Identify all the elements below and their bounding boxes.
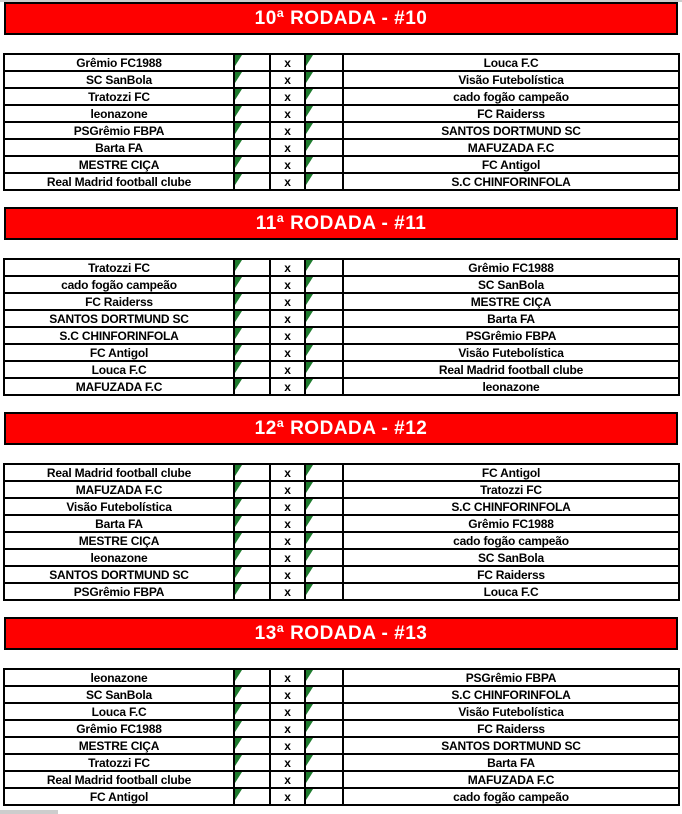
vs-cell: x bbox=[270, 259, 305, 276]
corner-marker-icon bbox=[306, 345, 313, 356]
home-score-cell[interactable] bbox=[234, 566, 270, 583]
corner-marker-icon bbox=[306, 294, 313, 305]
corner-marker-icon bbox=[306, 157, 313, 168]
home-score-cell[interactable] bbox=[234, 720, 270, 737]
home-team-cell: Grêmio FC1988 bbox=[4, 54, 234, 71]
vs-cell: x bbox=[270, 122, 305, 139]
away-score-cell[interactable] bbox=[305, 71, 343, 88]
home-team-cell: FC Antigol bbox=[4, 344, 234, 361]
vs-cell: x bbox=[270, 737, 305, 754]
fixtures-table bbox=[3, 53, 680, 191]
home-score-cell[interactable] bbox=[234, 788, 270, 805]
away-score-cell[interactable] bbox=[305, 259, 343, 276]
home-score-cell[interactable] bbox=[234, 771, 270, 788]
vs-cell: x bbox=[270, 464, 305, 481]
vs-cell: x bbox=[270, 703, 305, 720]
corner-marker-icon bbox=[235, 328, 242, 339]
away-score-cell[interactable] bbox=[305, 771, 343, 788]
away-team-cell: MESTRE CIÇA bbox=[343, 293, 679, 310]
home-team-cell: Tratozzi FC bbox=[4, 754, 234, 771]
vs-cell: x bbox=[270, 566, 305, 583]
corner-marker-icon bbox=[235, 123, 242, 134]
home-score-cell[interactable] bbox=[234, 686, 270, 703]
home-team-cell: Real Madrid football clube bbox=[4, 173, 234, 190]
away-team-cell: Visão Futebolística bbox=[343, 703, 679, 720]
corner-marker-icon bbox=[306, 687, 313, 698]
corner-marker-icon bbox=[306, 584, 313, 595]
away-team-cell: Louca F.C bbox=[343, 583, 679, 600]
corner-marker-icon bbox=[306, 465, 313, 476]
away-score-cell[interactable] bbox=[305, 344, 343, 361]
away-team-cell: MAFUZADA F.C bbox=[343, 139, 679, 156]
match-row bbox=[4, 669, 679, 686]
corner-marker-icon bbox=[235, 567, 242, 578]
match-row bbox=[4, 566, 679, 583]
away-score-cell[interactable] bbox=[305, 156, 343, 173]
away-team-cell: S.C CHINFORINFOLA bbox=[343, 498, 679, 515]
away-team-cell: Grêmio FC1988 bbox=[343, 515, 679, 532]
away-score-cell[interactable] bbox=[305, 293, 343, 310]
away-team-cell: FC Raiderss bbox=[343, 566, 679, 583]
home-team-cell: MESTRE CIÇA bbox=[4, 532, 234, 549]
away-team-cell: Barta FA bbox=[343, 310, 679, 327]
vs-cell: x bbox=[270, 669, 305, 686]
vs-cell: x bbox=[270, 54, 305, 71]
match-row bbox=[4, 686, 679, 703]
corner-marker-icon bbox=[306, 721, 313, 732]
corner-marker-icon bbox=[235, 89, 242, 100]
corner-marker-icon bbox=[306, 704, 313, 715]
match-row bbox=[4, 532, 679, 549]
match-row bbox=[4, 549, 679, 566]
corner-marker-icon bbox=[306, 550, 313, 561]
corner-marker-icon bbox=[235, 140, 242, 151]
corner-marker-icon bbox=[235, 789, 242, 800]
home-score-cell[interactable] bbox=[234, 378, 270, 395]
corner-marker-icon bbox=[235, 687, 242, 698]
vs-cell: x bbox=[270, 293, 305, 310]
away-score-cell[interactable] bbox=[305, 105, 343, 122]
away-score-cell[interactable] bbox=[305, 464, 343, 481]
away-team-cell: S.C CHINFORINFOLA bbox=[343, 686, 679, 703]
away-team-cell: FC Raiderss bbox=[343, 105, 679, 122]
away-score-cell[interactable] bbox=[305, 686, 343, 703]
home-team-cell: PSGrêmio FBPA bbox=[4, 583, 234, 600]
round-section bbox=[0, 2, 682, 191]
home-score-cell[interactable] bbox=[234, 293, 270, 310]
match-row bbox=[4, 259, 679, 276]
vs-cell: x bbox=[270, 361, 305, 378]
home-team-cell: SANTOS DORTMUND SC bbox=[4, 566, 234, 583]
vs-cell: x bbox=[270, 686, 305, 703]
home-team-cell: FC Raiderss bbox=[4, 293, 234, 310]
round-header-banner bbox=[4, 412, 678, 445]
home-team-cell: cado fogão campeão bbox=[4, 276, 234, 293]
home-score-cell[interactable] bbox=[234, 583, 270, 600]
home-team-cell: Barta FA bbox=[4, 515, 234, 532]
corner-marker-icon bbox=[306, 482, 313, 493]
corner-marker-icon bbox=[306, 140, 313, 151]
away-score-cell[interactable] bbox=[305, 54, 343, 71]
home-team-cell: FC Antigol bbox=[4, 788, 234, 805]
corner-marker-icon bbox=[306, 260, 313, 271]
fixtures-table bbox=[3, 258, 680, 396]
home-score-cell[interactable] bbox=[234, 276, 270, 293]
home-score-cell[interactable] bbox=[234, 259, 270, 276]
spreadsheet-edge-remnant bbox=[0, 810, 58, 814]
fixtures-table bbox=[3, 463, 680, 601]
away-score-cell[interactable] bbox=[305, 88, 343, 105]
corner-marker-icon bbox=[235, 670, 242, 681]
home-score-cell[interactable] bbox=[234, 122, 270, 139]
away-score-cell[interactable] bbox=[305, 481, 343, 498]
match-row bbox=[4, 498, 679, 515]
corner-marker-icon bbox=[306, 328, 313, 339]
away-team-cell: Grêmio FC1988 bbox=[343, 259, 679, 276]
vs-cell: x bbox=[270, 720, 305, 737]
home-team-cell: Tratozzi FC bbox=[4, 88, 234, 105]
vs-cell: x bbox=[270, 156, 305, 173]
corner-marker-icon bbox=[306, 89, 313, 100]
round-title: 11ª RODADA - #11 bbox=[255, 213, 427, 234]
home-score-cell[interactable] bbox=[234, 464, 270, 481]
away-team-cell: PSGrêmio FBPA bbox=[343, 327, 679, 344]
corner-marker-icon bbox=[306, 379, 313, 390]
home-score-cell[interactable] bbox=[234, 88, 270, 105]
away-team-cell: SC SanBola bbox=[343, 549, 679, 566]
corner-marker-icon bbox=[306, 533, 313, 544]
away-team-cell: cado fogão campeão bbox=[343, 788, 679, 805]
corner-marker-icon bbox=[306, 670, 313, 681]
home-team-cell: S.C CHINFORINFOLA bbox=[4, 327, 234, 344]
away-score-cell[interactable] bbox=[305, 173, 343, 190]
away-score-cell[interactable] bbox=[305, 720, 343, 737]
away-score-cell[interactable] bbox=[305, 276, 343, 293]
away-score-cell[interactable] bbox=[305, 703, 343, 720]
vs-cell: x bbox=[270, 310, 305, 327]
home-team-cell: PSGrêmio FBPA bbox=[4, 122, 234, 139]
vs-cell: x bbox=[270, 88, 305, 105]
match-row bbox=[4, 88, 679, 105]
corner-marker-icon bbox=[235, 260, 242, 271]
match-row bbox=[4, 378, 679, 395]
away-score-cell[interactable] bbox=[305, 139, 343, 156]
home-team-cell: leonazone bbox=[4, 105, 234, 122]
home-team-cell: Louca F.C bbox=[4, 703, 234, 720]
away-team-cell: cado fogão campeão bbox=[343, 532, 679, 549]
rounds-container bbox=[0, 2, 682, 806]
home-team-cell: MAFUZADA F.C bbox=[4, 378, 234, 395]
corner-marker-icon bbox=[306, 362, 313, 373]
home-team-cell: Real Madrid football clube bbox=[4, 464, 234, 481]
corner-marker-icon bbox=[235, 772, 242, 783]
home-team-cell: Barta FA bbox=[4, 139, 234, 156]
corner-marker-icon bbox=[235, 311, 242, 322]
match-row bbox=[4, 105, 679, 122]
round-section bbox=[0, 412, 682, 601]
home-score-cell[interactable] bbox=[234, 156, 270, 173]
vs-cell: x bbox=[270, 327, 305, 344]
vs-cell: x bbox=[270, 788, 305, 805]
vs-cell: x bbox=[270, 532, 305, 549]
match-row bbox=[4, 327, 679, 344]
home-score-cell[interactable] bbox=[234, 105, 270, 122]
vs-cell: x bbox=[270, 139, 305, 156]
corner-marker-icon bbox=[235, 294, 242, 305]
round-section bbox=[0, 207, 682, 396]
away-team-cell: FC Antigol bbox=[343, 464, 679, 481]
corner-marker-icon bbox=[235, 106, 242, 117]
home-team-cell: Visão Futebolística bbox=[4, 498, 234, 515]
corner-marker-icon bbox=[235, 55, 242, 66]
home-score-cell[interactable] bbox=[234, 532, 270, 549]
corner-marker-icon bbox=[235, 499, 242, 510]
match-row bbox=[4, 703, 679, 720]
corner-marker-icon bbox=[235, 755, 242, 766]
corner-marker-icon bbox=[235, 362, 242, 373]
corner-marker-icon bbox=[235, 704, 242, 715]
match-row bbox=[4, 583, 679, 600]
away-team-cell: Real Madrid football clube bbox=[343, 361, 679, 378]
corner-marker-icon bbox=[235, 72, 242, 83]
fixtures-table bbox=[3, 668, 680, 806]
match-row bbox=[4, 361, 679, 378]
home-team-cell: Real Madrid football clube bbox=[4, 771, 234, 788]
away-team-cell: Visão Futebolística bbox=[343, 344, 679, 361]
corner-marker-icon bbox=[235, 738, 242, 749]
away-score-cell[interactable] bbox=[305, 788, 343, 805]
home-score-cell[interactable] bbox=[234, 481, 270, 498]
home-team-cell: MESTRE CIÇA bbox=[4, 156, 234, 173]
round-header-banner bbox=[4, 207, 678, 240]
home-score-cell[interactable] bbox=[234, 173, 270, 190]
away-team-cell: Tratozzi FC bbox=[343, 481, 679, 498]
away-score-cell[interactable] bbox=[305, 515, 343, 532]
home-score-cell[interactable] bbox=[234, 703, 270, 720]
corner-marker-icon bbox=[235, 482, 242, 493]
away-score-cell[interactable] bbox=[305, 532, 343, 549]
away-score-cell[interactable] bbox=[305, 669, 343, 686]
vs-cell: x bbox=[270, 771, 305, 788]
home-team-cell: SC SanBola bbox=[4, 71, 234, 88]
match-row bbox=[4, 310, 679, 327]
vs-cell: x bbox=[270, 498, 305, 515]
vs-cell: x bbox=[270, 378, 305, 395]
corner-marker-icon bbox=[306, 772, 313, 783]
vs-cell: x bbox=[270, 515, 305, 532]
vs-cell: x bbox=[270, 344, 305, 361]
corner-marker-icon bbox=[306, 738, 313, 749]
home-score-cell[interactable] bbox=[234, 515, 270, 532]
match-row bbox=[4, 122, 679, 139]
away-team-cell: Barta FA bbox=[343, 754, 679, 771]
corner-marker-icon bbox=[306, 55, 313, 66]
match-row bbox=[4, 156, 679, 173]
away-team-cell: MAFUZADA F.C bbox=[343, 771, 679, 788]
vs-cell: x bbox=[270, 105, 305, 122]
away-team-cell: SANTOS DORTMUND SC bbox=[343, 122, 679, 139]
corner-marker-icon bbox=[235, 345, 242, 356]
corner-marker-icon bbox=[235, 379, 242, 390]
corner-marker-icon bbox=[235, 516, 242, 527]
home-team-cell: SANTOS DORTMUND SC bbox=[4, 310, 234, 327]
home-score-cell[interactable] bbox=[234, 754, 270, 771]
match-row bbox=[4, 720, 679, 737]
corner-marker-icon bbox=[306, 789, 313, 800]
away-team-cell: cado fogão campeão bbox=[343, 88, 679, 105]
match-row bbox=[4, 464, 679, 481]
match-row bbox=[4, 737, 679, 754]
corner-marker-icon bbox=[306, 311, 313, 322]
home-score-cell[interactable] bbox=[234, 498, 270, 515]
home-score-cell[interactable] bbox=[234, 549, 270, 566]
away-team-cell: SANTOS DORTMUND SC bbox=[343, 737, 679, 754]
home-score-cell[interactable] bbox=[234, 139, 270, 156]
match-row bbox=[4, 788, 679, 805]
away-score-cell[interactable] bbox=[305, 566, 343, 583]
home-score-cell[interactable] bbox=[234, 71, 270, 88]
away-team-cell: FC Raiderss bbox=[343, 720, 679, 737]
round-section bbox=[0, 617, 682, 806]
match-row bbox=[4, 54, 679, 71]
corner-marker-icon bbox=[306, 174, 313, 185]
corner-marker-icon bbox=[306, 106, 313, 117]
corner-marker-icon bbox=[306, 567, 313, 578]
match-row bbox=[4, 481, 679, 498]
vs-cell: x bbox=[270, 754, 305, 771]
match-row bbox=[4, 139, 679, 156]
home-team-cell: SC SanBola bbox=[4, 686, 234, 703]
home-team-cell: Louca F.C bbox=[4, 361, 234, 378]
match-row bbox=[4, 754, 679, 771]
corner-marker-icon bbox=[235, 174, 242, 185]
corner-marker-icon bbox=[235, 157, 242, 168]
away-score-cell[interactable] bbox=[305, 122, 343, 139]
home-score-cell[interactable] bbox=[234, 54, 270, 71]
home-team-cell: MESTRE CIÇA bbox=[4, 737, 234, 754]
corner-marker-icon bbox=[235, 465, 242, 476]
vs-cell: x bbox=[270, 276, 305, 293]
corner-marker-icon bbox=[235, 533, 242, 544]
away-team-cell: Visão Futebolística bbox=[343, 71, 679, 88]
vs-cell: x bbox=[270, 173, 305, 190]
round-header-banner bbox=[4, 617, 678, 650]
away-team-cell: SC SanBola bbox=[343, 276, 679, 293]
match-row bbox=[4, 515, 679, 532]
corner-marker-icon bbox=[306, 755, 313, 766]
home-team-cell: Grêmio FC1988 bbox=[4, 720, 234, 737]
round-title: 10ª RODADA - #10 bbox=[254, 8, 428, 29]
away-team-cell: Louca F.C bbox=[343, 54, 679, 71]
away-team-cell: leonazone bbox=[343, 378, 679, 395]
away-score-cell[interactable] bbox=[305, 754, 343, 771]
away-score-cell[interactable] bbox=[305, 361, 343, 378]
away-score-cell[interactable] bbox=[305, 498, 343, 515]
match-row bbox=[4, 771, 679, 788]
corner-marker-icon bbox=[306, 499, 313, 510]
home-team-cell: leonazone bbox=[4, 549, 234, 566]
match-row bbox=[4, 293, 679, 310]
home-score-cell[interactable] bbox=[234, 310, 270, 327]
home-team-cell: MAFUZADA F.C bbox=[4, 481, 234, 498]
home-score-cell[interactable] bbox=[234, 361, 270, 378]
corner-marker-icon bbox=[306, 123, 313, 134]
away-score-cell[interactable] bbox=[305, 737, 343, 754]
away-team-cell: S.C CHINFORINFOLA bbox=[343, 173, 679, 190]
vs-cell: x bbox=[270, 583, 305, 600]
round-header-banner bbox=[4, 2, 678, 35]
vs-cell: x bbox=[270, 549, 305, 566]
home-score-cell[interactable] bbox=[234, 737, 270, 754]
home-score-cell[interactable] bbox=[234, 327, 270, 344]
corner-marker-icon bbox=[235, 721, 242, 732]
match-row bbox=[4, 276, 679, 293]
corner-marker-icon bbox=[306, 516, 313, 527]
away-score-cell[interactable] bbox=[305, 378, 343, 395]
round-title: 12ª RODADA - #12 bbox=[254, 418, 428, 439]
away-score-cell[interactable] bbox=[305, 549, 343, 566]
corner-marker-icon bbox=[235, 550, 242, 561]
home-score-cell[interactable] bbox=[234, 344, 270, 361]
round-title: 13ª RODADA - #13 bbox=[254, 623, 428, 644]
home-score-cell[interactable] bbox=[234, 669, 270, 686]
away-score-cell[interactable] bbox=[305, 310, 343, 327]
home-team-cell: leonazone bbox=[4, 669, 234, 686]
vs-cell: x bbox=[270, 481, 305, 498]
away-team-cell: FC Antigol bbox=[343, 156, 679, 173]
corner-marker-icon bbox=[235, 584, 242, 595]
match-row bbox=[4, 71, 679, 88]
away-team-cell: PSGrêmio FBPA bbox=[343, 669, 679, 686]
home-team-cell: Tratozzi FC bbox=[4, 259, 234, 276]
corner-marker-icon bbox=[235, 277, 242, 288]
vs-cell: x bbox=[270, 71, 305, 88]
away-score-cell[interactable] bbox=[305, 583, 343, 600]
corner-marker-icon bbox=[306, 277, 313, 288]
match-row bbox=[4, 173, 679, 190]
match-row bbox=[4, 344, 679, 361]
away-score-cell[interactable] bbox=[305, 327, 343, 344]
corner-marker-icon bbox=[306, 72, 313, 83]
